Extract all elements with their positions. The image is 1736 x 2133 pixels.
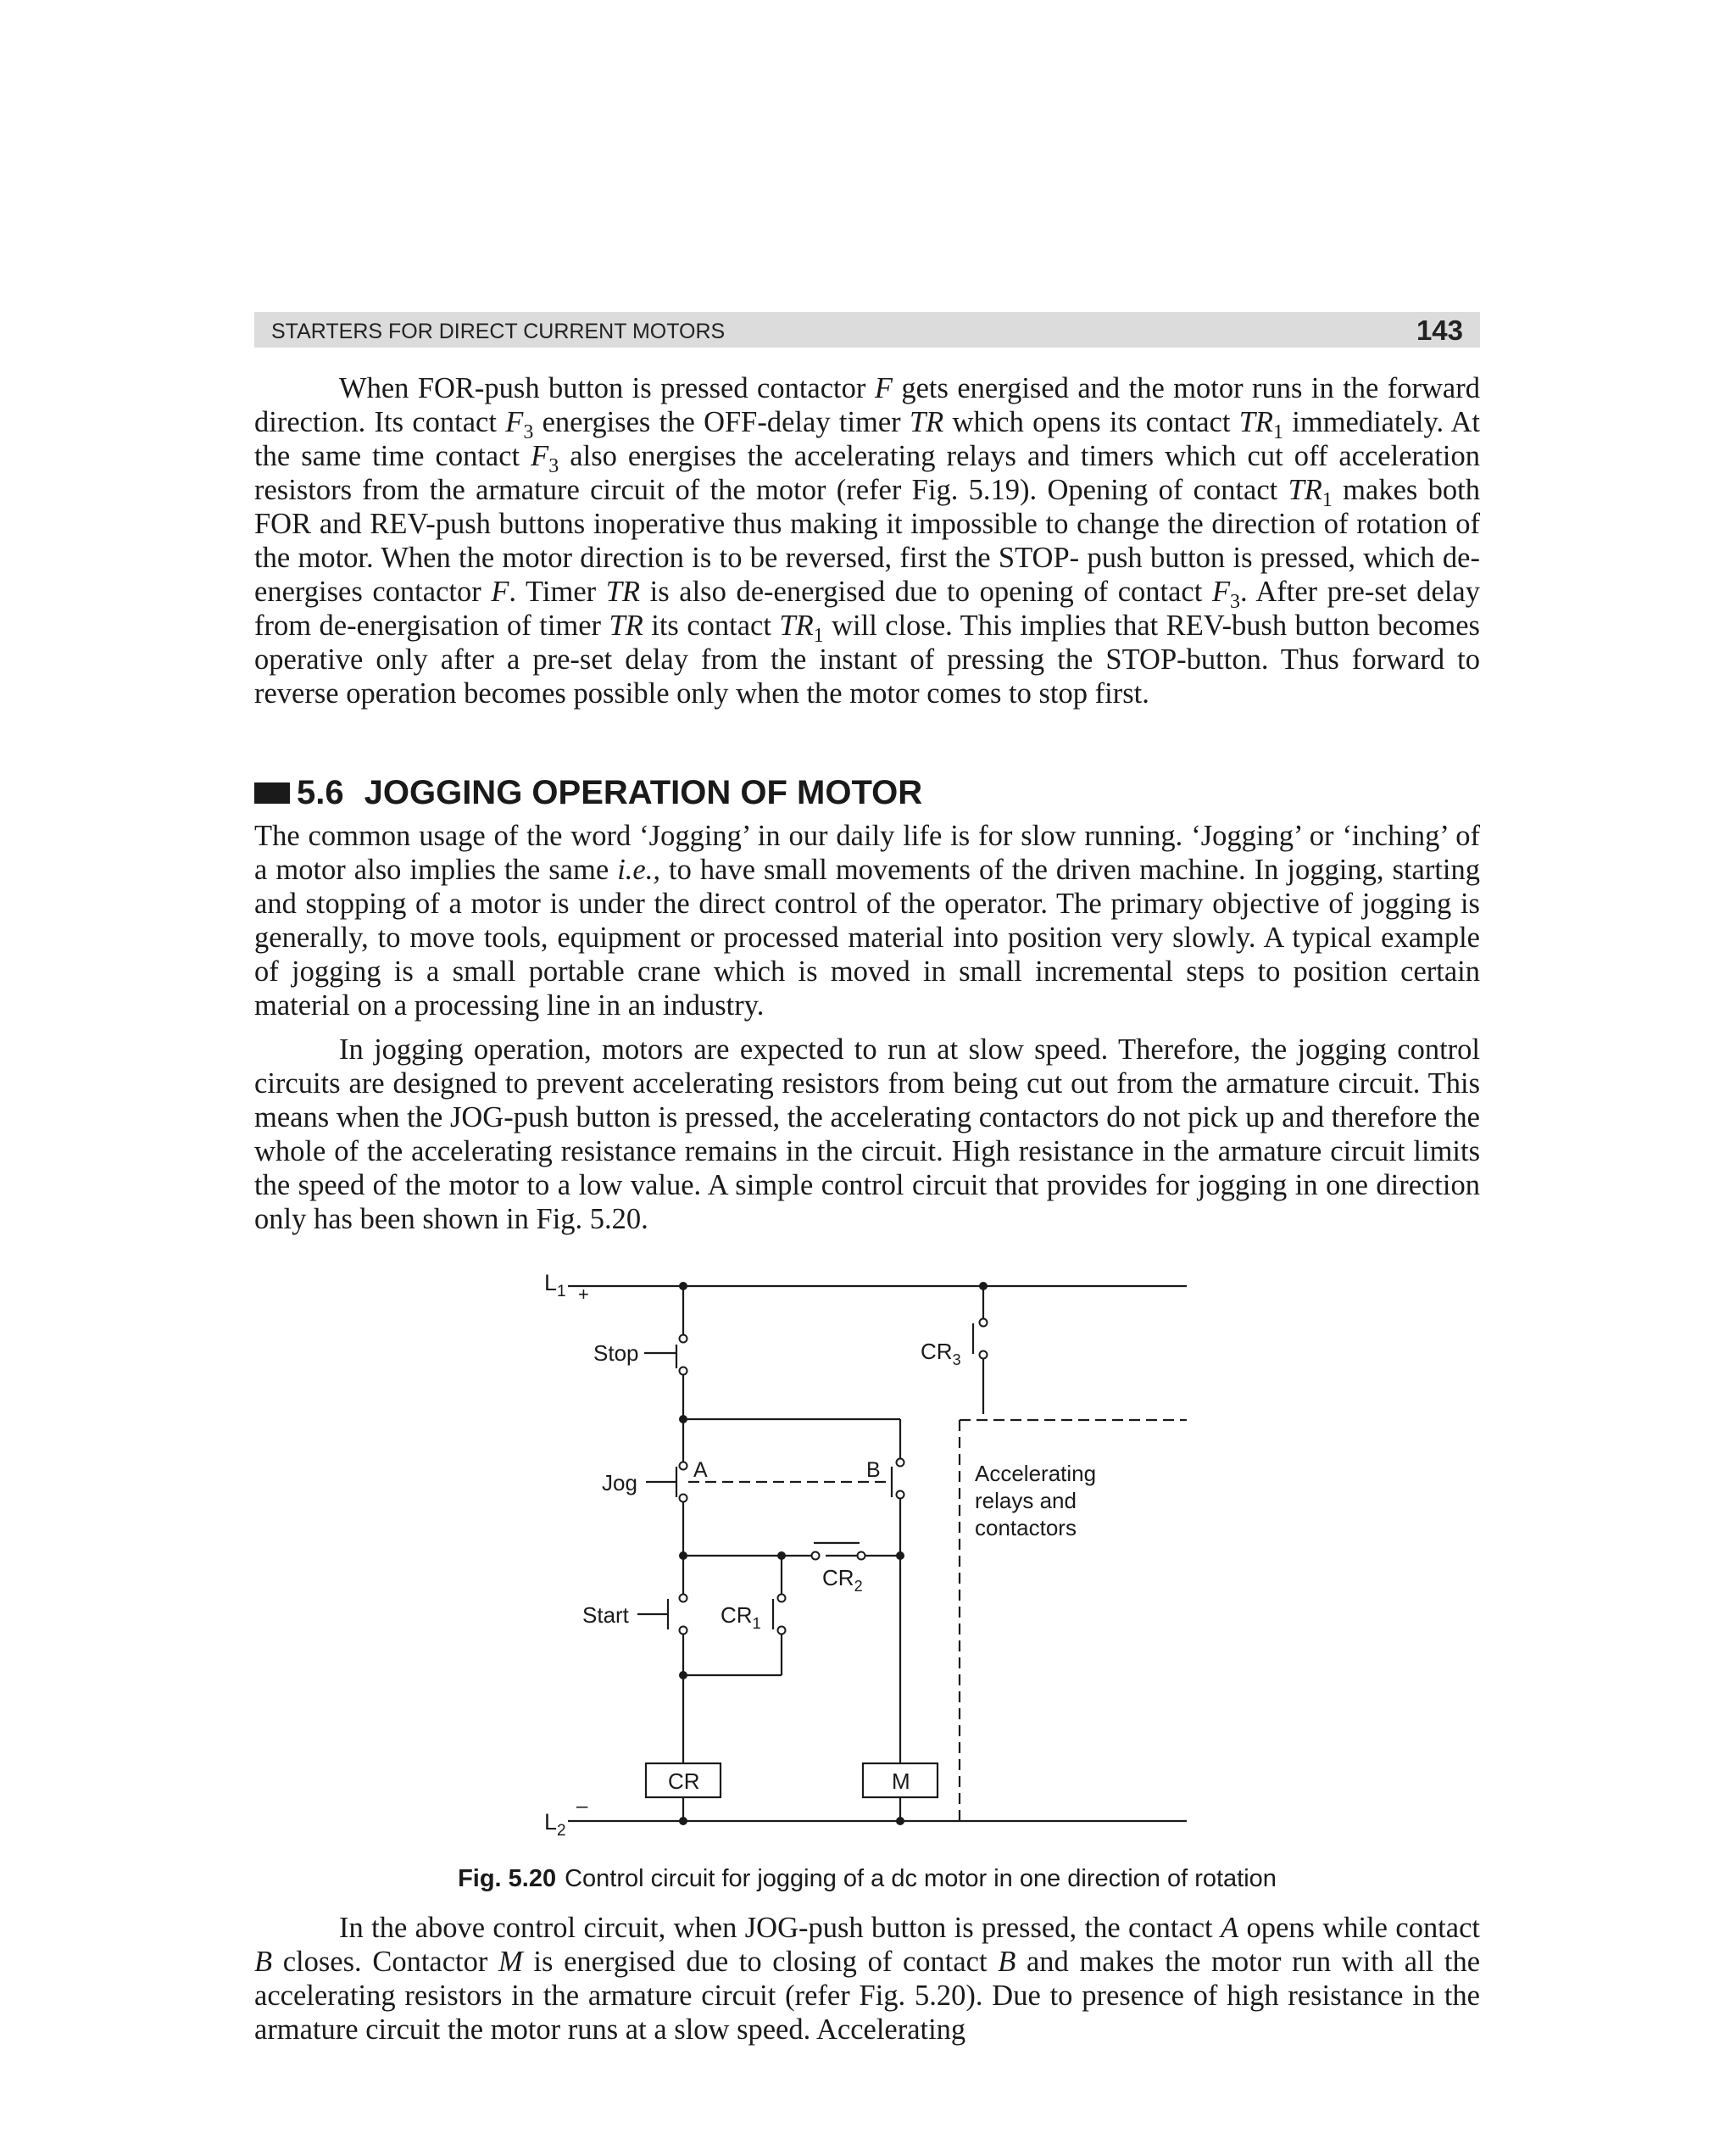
- running-head: STARTERS FOR DIRECT CURRENT MOTORS: [271, 320, 726, 343]
- page-header: [254, 312, 1480, 348]
- label-jog: Jog: [602, 1470, 637, 1495]
- label-accelerating-2: relays and: [975, 1488, 1077, 1513]
- section-heading: [254, 773, 922, 812]
- section-marker: [254, 782, 290, 804]
- figure-caption: [254, 1865, 1480, 1893]
- label-coil-m: M: [892, 1768, 910, 1794]
- figure-caption-text: Control circuit for jogging of a dc motor in one direction of rotation: [565, 1865, 1277, 1892]
- label-plus: +: [578, 1284, 589, 1305]
- label-contact-b: B: [866, 1458, 881, 1482]
- label-minus: –: [576, 1795, 588, 1818]
- label-l2: $L_2$: [544, 1809, 566, 1840]
- figure-caption-label: Fig. 5.20: [458, 1865, 557, 1892]
- label-l1: $L_1$: [544, 1270, 566, 1300]
- label-cr3: $CR_3$: [921, 1339, 961, 1368]
- label-accelerating-3: contactors: [975, 1515, 1077, 1540]
- label-cr2: $CR_2$: [822, 1565, 863, 1595]
- label-accelerating-1: Accelerating: [975, 1461, 1097, 1486]
- paragraph-jogging-circuits: In jogging operation, motors are expected to run at slow speed. Therefore, the jogging control circuits are designed to prevent accelerating resistors from being cut out from the armature circuit. This means when the JOG-push button is pressed, the accelerating contactors do not pick up and therefore the whole of the accelerating resistance remains in the circuit. High resistance in the armature circuit limits the speed of the motor to a low value. A simple control circuit that provides for jogging in one direction only has been shown in Fig. 5.20.: [254, 1033, 1480, 1235]
- paragraph-circuit-explanation: In the above control circuit, when JOG-push button is pressed, the contact A opens while contact B closes. Contactor M is energised due to closing of contact B and makes the motor run with all the accelerating resistors in the armature circuit (refer Fig. 5.20). Due to presence of high resistance in the armature circuit the motor runs at a slow speed. Accelerating: [254, 1912, 1481, 2046]
- paragraph-for-rev-operation: When FOR-push button is pressed contactor F gets energised and the motor runs in the forward direction. Its contact $F_3$ energises the OFF-delay timer TR which opens its contact $TR_1$ immediately. At the same time contact $F_3$ also energises the accelerating relays and timers which cut off acceleration resistors from the armature circuit of the motor (refer Fig. 5.19). Opening of contact $TR_1$ makes both FOR and REV-push buttons inoperative thus making it impossible to change the direction of rotation of the motor. When the motor direction is to be reversed, first the STOP- push button is pressed, which de-energises contactor F. Timer TR is also de-energised due to opening of contact $F_3$. After pre-set delay from de-energisation of timer TR its contact $TR_1$ will close. This implies that REV-bush button becomes operative only after a pre-set delay from the instant of pressing the STOP-button. Thus forward to reverse operation becomes possible only when the motor comes to stop first.: [254, 372, 1481, 710]
- section-number: 5.6: [297, 773, 344, 811]
- label-coil-cr: CR: [668, 1768, 700, 1794]
- section-title: JOGGING OPERATION OF MOTOR: [364, 773, 923, 811]
- label-start: Start: [582, 1602, 629, 1628]
- paragraph-jogging-definition: The common usage of the word ‘Jogging’ in our daily life is for slow running. ‘Jogging’ or ‘inching’ of a motor also implies the same i.e., to have small movements of the driven machine. In jogging, starting and stopping of a motor is under the direct control of the operator. The primary objective of jogging is generally, to move tools, equipment or processed material into position very slowly. A typical example of jogging is a small portable crane which is moved in small incremental steps to position certain material on a processing line in an industry.: [254, 820, 1480, 1022]
- jogging-control-circuit-diagram: [509, 1263, 1204, 1848]
- label-cr1: $CR_1$: [721, 1602, 761, 1632]
- label-stop: Stop: [593, 1340, 639, 1366]
- page-number: 143: [1416, 315, 1463, 346]
- label-contact-a: A: [693, 1458, 708, 1482]
